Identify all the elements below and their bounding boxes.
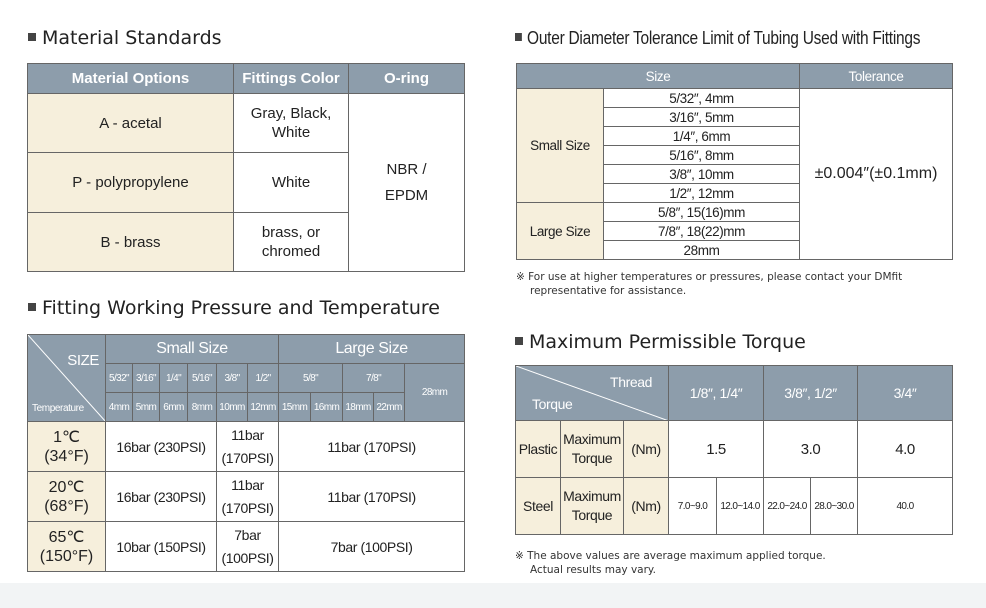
fittings-color-cell: White xyxy=(234,153,349,213)
tolerance-note: ※ For use at higher temperatures or pressures, please contact your DMfit representative for assistance. xyxy=(516,271,903,297)
material-option-cell: A - acetal xyxy=(28,94,234,153)
pressure-cell: 7bar (100PSI) xyxy=(217,522,279,572)
mm-size-header: 6mm xyxy=(160,393,188,422)
pressure-cell: 11bar (170PSI) xyxy=(217,422,279,472)
corner-torque-label: Torque xyxy=(532,396,573,412)
large-size-label: Large Size xyxy=(517,203,604,260)
size-cell: 3/16″, 5mm xyxy=(604,108,800,127)
size-cell: 5/8″, 15(16)mm xyxy=(604,203,800,222)
mm-size-header: 18mm xyxy=(343,393,374,422)
torque-label-cell: Maximum Torque xyxy=(561,478,624,535)
corner-thread-label: Thread xyxy=(610,374,653,390)
mm-size-header: 15mm xyxy=(279,393,311,422)
tolerance-table xyxy=(516,63,953,260)
size-cell: 28mm xyxy=(604,241,800,260)
temperature-cell: 65℃ (150°F) xyxy=(28,522,106,572)
torque-value-cell: 1.5 xyxy=(669,421,764,478)
oring-cell: NBR / EPDM xyxy=(349,94,465,272)
inch-size-header: 3/16" xyxy=(133,364,160,393)
header-material-options: Material Options xyxy=(28,64,234,94)
pressure-cell: 16bar (230PSI) xyxy=(106,472,217,522)
inch-size-header: 5/32" xyxy=(106,364,133,393)
pressure-cell: 16bar (230PSI) xyxy=(106,422,217,472)
fittings-color-cell: Gray, Black, White xyxy=(234,94,349,153)
torque-value-cell: 7.0~9.0 xyxy=(669,478,717,535)
temperature-cell: 20℃ (68°F) xyxy=(28,472,106,522)
size-cell: 5/32″, 4mm xyxy=(604,89,800,108)
pressure-cell: 10bar (150PSI) xyxy=(106,522,217,572)
torque-label-cell: Maximum Torque xyxy=(561,421,624,478)
pressure-cell: 11bar (170PSI) xyxy=(279,472,465,522)
torque-value-cell: 4.0 xyxy=(858,421,953,478)
torque-value-cell: 12.0~14.0 xyxy=(717,478,764,535)
inch-size-header: 1/2" xyxy=(248,364,279,393)
mm-size-header: 22mm xyxy=(374,393,405,422)
mm-size-header: 5mm xyxy=(133,393,160,422)
small-size-header: Small Size xyxy=(106,335,279,364)
material-standards-table xyxy=(27,63,465,272)
size-cell: 5/16″, 8mm xyxy=(604,146,800,165)
unit-cell: (Nm) xyxy=(624,478,669,535)
size-cell: 7/8″, 18(22)mm xyxy=(604,222,800,241)
size-cell: 1/4″, 6mm xyxy=(604,127,800,146)
pressure-temperature-table xyxy=(27,334,465,572)
thread-header: 3/4″ xyxy=(858,366,953,421)
size-temperature-corner xyxy=(28,335,106,422)
thread-header: 1/8″, 1/4″ xyxy=(669,366,764,421)
corner-size-label: SIZE xyxy=(67,352,99,369)
material-option-cell: P - polypropylene xyxy=(28,153,234,213)
tolerance-title: Outer Diameter Tolerance Limit of Tubing Used with Fittings xyxy=(515,28,920,49)
bullet-square-icon xyxy=(515,337,523,345)
torque-value-cell: 28.0~30.0 xyxy=(811,478,858,535)
mm-size-header: 28mm xyxy=(405,364,465,422)
material-cell: Plastic xyxy=(516,421,561,478)
tolerance-value: ±0.004″(±0.1mm) xyxy=(800,89,953,260)
pressure-cell: 11bar (170PSI) xyxy=(279,422,465,472)
torque-value-cell: 3.0 xyxy=(764,421,858,478)
size-cell: 1/2″, 12mm xyxy=(604,184,800,203)
torque-title: Maximum Permissible Torque xyxy=(515,331,806,353)
bullet-square-icon xyxy=(28,33,36,41)
inch-size-header: 1/4" xyxy=(160,364,188,393)
temperature-cell: 1℃ (34°F) xyxy=(28,422,106,472)
thread-torque-corner xyxy=(516,366,669,421)
thread-header: 3/8″, 1/2″ xyxy=(764,366,858,421)
inch-size-header: 5/8" xyxy=(279,364,343,393)
mm-size-header: 8mm xyxy=(188,393,217,422)
torque-table xyxy=(515,365,953,535)
bullet-square-icon xyxy=(28,303,36,311)
pressure-cell: 7bar (100PSI) xyxy=(279,522,465,572)
material-standards-title: Material Standards xyxy=(28,27,222,49)
material-cell: Steel xyxy=(516,478,561,535)
large-size-header: Large Size xyxy=(279,335,465,364)
unit-cell: (Nm) xyxy=(624,421,669,478)
size-cell: 3/8″, 10mm xyxy=(604,165,800,184)
torque-note: ※ The above values are average maximum applied torque. Actual results may vary. xyxy=(515,550,826,576)
mm-size-header: 10mm xyxy=(217,393,248,422)
inch-size-header: 3/8" xyxy=(217,364,248,393)
bullet-square-icon xyxy=(515,33,522,41)
material-option-cell: B - brass xyxy=(28,213,234,272)
torque-value-cell: 40.0 xyxy=(858,478,953,535)
inch-size-header: 7/8" xyxy=(343,364,405,393)
header-tolerance: Tolerance xyxy=(800,64,953,89)
mm-size-header: 4mm xyxy=(106,393,133,422)
header-oring: O-ring xyxy=(349,64,465,94)
small-size-label: Small Size xyxy=(517,89,604,203)
header-fittings-color: Fittings Color xyxy=(234,64,349,94)
pressure-cell: 11bar (170PSI) xyxy=(217,472,279,522)
mm-size-header: 12mm xyxy=(248,393,279,422)
mm-size-header: 16mm xyxy=(311,393,343,422)
footer-strip xyxy=(0,583,986,608)
torque-value-cell: 22.0~24.0 xyxy=(764,478,811,535)
fittings-color-cell: brass, or chromed xyxy=(234,213,349,272)
inch-size-header: 5/16" xyxy=(188,364,217,393)
pressure-temperature-title: Fitting Working Pressure and Temperature xyxy=(28,297,440,319)
header-size: Size xyxy=(517,64,800,89)
corner-temperature-label: Temperature xyxy=(32,403,84,414)
